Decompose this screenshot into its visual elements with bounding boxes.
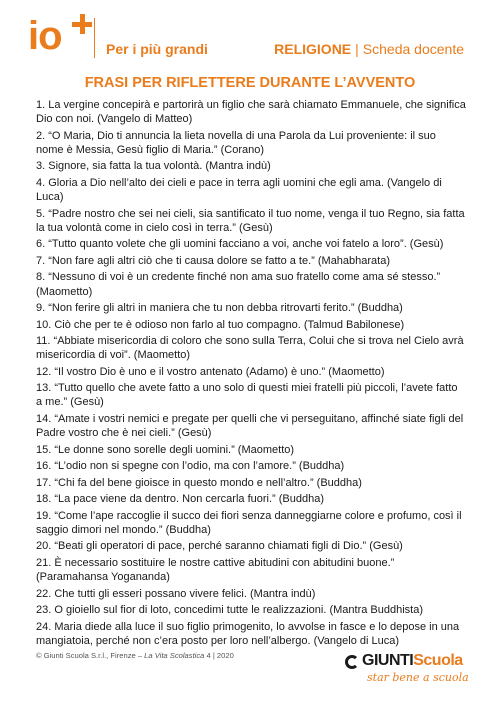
phrase-item: 1. La vergine concepirà e partorirà un figlio che sarà chiamato Emmanuele, che significa Dio con noi. (Vangelo di Matteo)	[36, 99, 466, 126]
phrase-item: 14. “Amate i vostri nemici e pregate per quelli che vi perseguitano, affinché siate figli del Padre vostro che è nei cieli.” (Gesù)	[36, 412, 464, 440]
phrase-item: 4. Gloria a Dio nell’alto dei cieli e pace in terra agli uomini che egli ama. (Vangelo di Luca)	[36, 176, 442, 204]
phrase-item: 7. “Non fare agli altri ciò che ti causa dolore se fatto a te.” (Mahabharata)	[36, 254, 391, 267]
brand-tagline: star bene a scuola	[367, 671, 469, 684]
phrase-item: 24. Maria diede alla luce il suo figlio primogenito, lo avvolse in fasce e lo depose in una mangiatoia, perché non c’era posto per loro nell’albergo. (Vangelo di Luca)	[36, 620, 460, 647]
phrase-item: 22. Che tutti gli esseri possano vivere felici. (Mantra indù)	[36, 587, 316, 600]
giunti-scuola-logo	[343, 650, 469, 684]
phrase-item: 9. “Non ferire gli altri in maniera che tu non debba ritrovarti ferito.” (Buddha)	[36, 302, 403, 315]
phrase-item: 11. “Abbiate misericordia di coloro che sono sulla Terra, Colui che si trova nel Cielo avrà misericordia di voi”. (Maometto)	[36, 335, 464, 362]
phrase-item: 23. O gioiello sul fior di loto, concedimi tutte le realizzazioni. (Mantra Buddhista)	[36, 604, 424, 617]
subject-label	[274, 41, 464, 57]
phrase-item: 5. “Padre nostro che sei nei cieli, sia santificato il tuo nome, venga il tuo Regno, sia fatta la tua volontà come in cielo così in terra.” (Gesù)	[36, 207, 465, 234]
brand-light: Scuola	[413, 652, 463, 669]
brand-bold: GIUNTI	[362, 652, 414, 669]
footer-copyright	[36, 651, 234, 660]
phrase-item: 15. “Le donne sono sorelle degli uomini.” (Maometto)	[36, 443, 295, 456]
phrase-item: 20. “Beati gli operatori di pace, perché saranno chiamati figli di Dio.” (Gesù)	[36, 540, 403, 553]
phrase-item: 13. “Tutto quello che avete fatto a uno solo di questi miei fratelli più piccoli, l’avete fatto a me.” (Gesù)	[36, 382, 458, 409]
doc-type: Scheda docente	[362, 41, 464, 57]
io-plus-logo	[28, 14, 96, 58]
phrase-item: 19. “Come l’ape raccoglie il succo dei fiori senza danneggiarne colore e profumo, così il saggio dimori nel mondo.” (Buddha)	[36, 509, 462, 536]
series-label: Per i più grandi	[106, 41, 208, 57]
phrase-item: 8. “Nessuno di voi è un credente finché non ama suo fratello come ama sé stesso.” (Maometto)	[36, 271, 441, 298]
brand-name	[362, 652, 463, 670]
page-header	[0, 0, 500, 70]
issue-number: 4 | 2020	[204, 651, 234, 660]
logo-text: io	[28, 14, 62, 58]
phrase-item: 21. È necessario sostituire le nostre cattive abitudini con abitudini buone.” (Paramahansa Yogananda)	[36, 556, 395, 584]
phrase-item: 2. “O Maria, Dio ti annuncia la lieta novella di una Parola da Lui proveniente: il suo nome è Messia, Gesù figlio di Maria.” (Corano)	[36, 129, 436, 156]
header-divider	[94, 18, 95, 58]
phrase-item: 3. Signore, sia fatta la tua volontà. (Mantra indù)	[36, 160, 271, 173]
phrase-item: 18. “La pace viene da dentro. Non cercarla fuori.” (Buddha)	[36, 493, 324, 506]
phrase-item: 6. “Tutto quanto volete che gli uomini facciano a voi, anche voi fatelo a loro”. (Gesù)	[36, 238, 444, 251]
giunti-g-icon	[345, 655, 359, 669]
magazine-name: La Vita Scolastica	[144, 651, 205, 660]
phrase-item: 16. “L’odio non si spegne con l’odio, ma con l’amore.” (Buddha)	[36, 460, 345, 473]
phrase-item: 17. “Chi fa del bene gioisce in questo mondo e nell’altro.” (Buddha)	[36, 476, 362, 489]
page-title: FRASI PER RIFLETTERE DURANTE L’AVVENTO	[84, 75, 416, 91]
phrase-item: 10. Ciò che per te è odioso non farlo al tuo compagno. (Talmud Babilonese)	[36, 318, 405, 331]
plus-icon	[72, 14, 92, 34]
subject-name: RELIGIONE	[274, 41, 352, 57]
subject-divider: |	[355, 41, 359, 57]
copyright-text: © Giunti Scuola S.r.l., Firenze –	[36, 651, 145, 660]
phrase-list	[36, 98, 466, 650]
phrase-item: 12. “Il vostro Dio è uno e il vostro antenato (Adamo) è uno.” (Maometto)	[36, 365, 385, 378]
